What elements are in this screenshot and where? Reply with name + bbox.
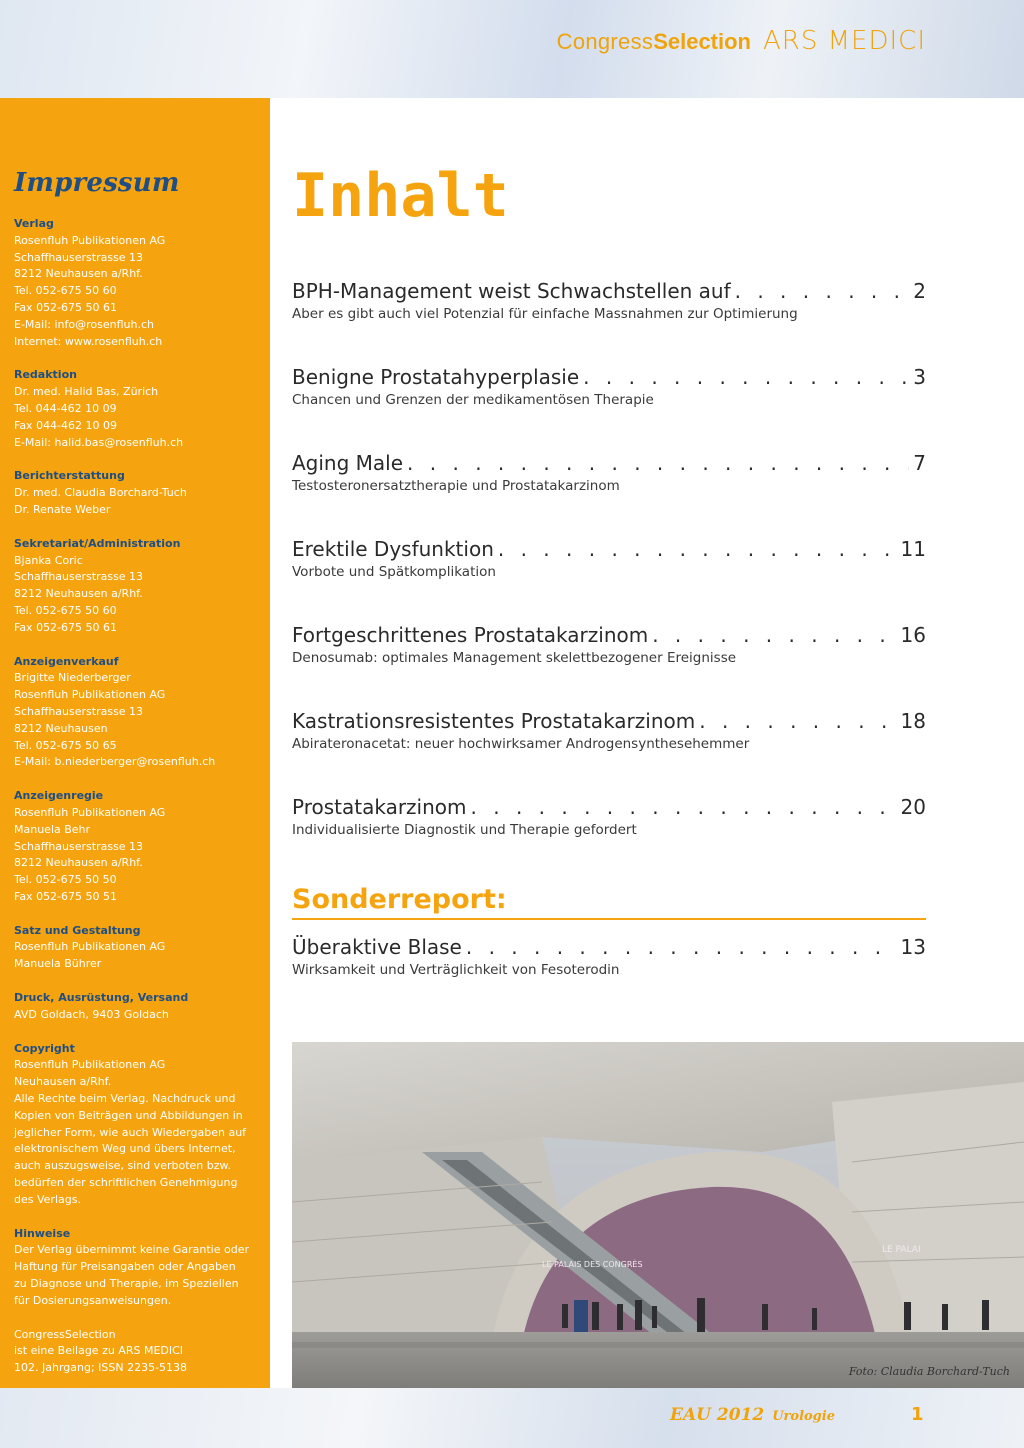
toc-entry-title: Erektile Dysfunktion <box>292 537 494 561</box>
impressum-line: 8212 Neuhausen a/Rhf. <box>14 587 143 601</box>
toc-entry-page: 20 <box>900 795 926 819</box>
impressum-line: Schaffhauserstrasse 13 <box>14 704 144 718</box>
toc-entry-page: 13 <box>900 935 926 959</box>
impressum-line: Rosenfluh Publikationen AG <box>14 1058 166 1072</box>
impressum-section <box>14 1327 256 1377</box>
toc-entry-title: Prostatakarzinom <box>292 795 467 819</box>
toc-entry-row <box>292 794 926 820</box>
impressum-line: Kopien von Beiträgen und Abbildungen in <box>14 1108 243 1122</box>
impressum-line: Tel. 052-675 50 60 <box>14 284 117 298</box>
impressum-line: Tel. 052-675 50 60 <box>14 603 117 617</box>
toc-entry-subtitle: Denosumab: optimales Management skelettbezogener Ereignisse <box>292 650 737 666</box>
impressum-line: E-Mail: halid.bas@rosenfluh.ch <box>14 435 184 449</box>
impressum-line: 8212 Neuhausen a/Rhf. <box>14 856 143 870</box>
impressum-line: Haftung für Preisangaben oder Angaben <box>14 1260 236 1274</box>
congress-center-photo <box>292 1042 1024 1388</box>
impressum-line: Der Verlag übernimmt keine Garantie oder <box>14 1243 249 1257</box>
footer-publication <box>670 1405 835 1425</box>
brand-congress-selection <box>557 29 751 55</box>
impressum-section <box>14 1226 256 1310</box>
impressum-sidebar <box>0 98 270 1388</box>
impressum-section-heading: Redaktion <box>14 368 77 382</box>
toc-leader-dots <box>652 622 896 648</box>
impressum-sections <box>14 216 256 1377</box>
brand-magazine: ARS MEDICI <box>763 26 926 56</box>
impressum-title: Impressum <box>14 168 180 198</box>
toc-entry-subtitle: Aber es gibt auch viel Potenzial für einfache Massnahmen zur Optimierung <box>292 306 798 322</box>
toc-entry-subtitle: Testosteronersatztherapie und Prostatakarzinom <box>292 478 620 494</box>
footer-topic: Urologie <box>772 1409 835 1424</box>
impressum-line: 102. Jahrgang; ISSN 2235-5138 <box>14 1361 188 1375</box>
toc-entry-page: 16 <box>900 623 926 647</box>
impressum-line: des Verlags. <box>14 1192 81 1206</box>
toc-entry-title: Aging Male <box>292 451 404 475</box>
footer-event: EAU 2012 <box>670 1405 765 1425</box>
toc-entry[interactable] <box>292 794 926 880</box>
impressum-line: Rosenfluh Publikationen AG <box>14 233 166 247</box>
toc-list <box>292 278 926 880</box>
impressum-line: Manuela Bührer <box>14 957 102 971</box>
toc-entry-row <box>292 934 926 960</box>
toc-leader-dots <box>471 794 897 820</box>
brand-congress: Congress <box>556 29 654 54</box>
impressum-line: Rosenfluh Publikationen AG <box>14 688 166 702</box>
toc-entry-page: 18 <box>900 709 926 733</box>
impressum-line: E-Mail: info@rosenfluh.ch <box>14 317 154 331</box>
photo-credit: Foto: Claudia Borchard-Tuch <box>848 1365 1010 1378</box>
impressum-line: elektronischem Weg und übers Internet, <box>14 1142 236 1156</box>
toc-entry-subtitle: Chancen und Grenzen der medikamentösen Therapie <box>292 392 654 408</box>
toc-entry-row <box>292 708 926 734</box>
footer-band <box>0 1388 1024 1448</box>
impressum-section <box>14 468 256 518</box>
toc-entry-title: Benigne Prostatahyperplasie <box>292 365 580 389</box>
impressum-section <box>14 654 256 772</box>
contents-main <box>292 160 926 1020</box>
special-report-heading: Sonderreport: <box>292 882 926 920</box>
impressum-section-heading: Copyright <box>14 1041 75 1055</box>
impressum-line: Dr. med. Claudia Borchard-Tuch <box>14 486 187 500</box>
toc-entry-title: BPH-Management weist Schwachstellen auf <box>292 279 731 303</box>
impressum-section <box>14 788 256 906</box>
impressum-section-heading: Anzeigenregie <box>14 789 104 803</box>
toc-entry[interactable] <box>292 364 926 450</box>
impressum-line: Dr. med. Halid Bas, Zürich <box>14 385 159 399</box>
toc-entry-row <box>292 364 926 390</box>
impressum-line: Dr. Renate Weber <box>14 502 111 516</box>
photo-illustration <box>292 1042 1024 1388</box>
impressum-section-heading: Sekretariat/Administration <box>14 536 181 550</box>
impressum-line: AVD Goldach, 9403 Goldach <box>14 1007 169 1021</box>
toc-entry-row <box>292 278 926 304</box>
impressum-section <box>14 1041 256 1209</box>
impressum-line: CongressSelection <box>14 1327 116 1341</box>
impressum-line: zu Diagnose und Therapie, im Speziellen <box>14 1277 239 1291</box>
impressum-line: auch auszugsweise, sind verboten bzw. <box>14 1159 231 1173</box>
impressum-line: Tel. 052-675 50 50 <box>14 873 117 887</box>
toc-entry-subtitle: Individualisierte Diagnostik und Therapie gefordert <box>292 822 637 838</box>
toc-entry-title: Überaktive Blase <box>292 935 462 959</box>
toc-entry[interactable] <box>292 278 926 364</box>
impressum-line: jeglicher Form, wie auch Wiedergaben auf <box>14 1125 247 1139</box>
header-band <box>0 0 1024 98</box>
brand-selection: Selection <box>653 29 751 54</box>
impressum-line: Brigitte Niederberger <box>14 671 131 685</box>
impressum-line: Fax 052-675 50 61 <box>14 620 118 634</box>
impressum-line: Alle Rechte beim Verlag. Nachdruck und <box>14 1092 236 1106</box>
brand-logo <box>557 26 926 60</box>
special-report-list <box>292 934 926 1020</box>
impressum-line: Schaffhauserstrasse 13 <box>14 250 144 264</box>
impressum-line: Schaffhauserstrasse 13 <box>14 570 144 584</box>
impressum-section <box>14 367 256 451</box>
impressum-line: Rosenfluh Publikationen AG <box>14 805 166 819</box>
impressum-line: Fax 044-462 10 09 <box>14 418 118 432</box>
impressum-line: Manuela Behr <box>14 822 91 836</box>
impressum-line: Bjanka Coric <box>14 553 83 567</box>
toc-leader-dots <box>699 708 896 734</box>
impressum-line: Rosenfluh Publikationen AG <box>14 940 166 954</box>
impressum-section <box>14 536 256 637</box>
impressum-line: E-Mail: b.niederberger@rosenfluh.ch <box>14 755 216 769</box>
toc-entry-subtitle: Wirksamkeit und Verträglichkeit von Fesoterodin <box>292 962 620 978</box>
impressum-section-heading: Anzeigenverkauf <box>14 654 119 668</box>
impressum-line: Tel. 052-675 50 65 <box>14 738 117 752</box>
photo-sign-right: LE PALAI <box>882 1245 921 1255</box>
impressum-line: 8212 Neuhausen <box>14 721 108 735</box>
toc-entry-title: Kastrationsresistentes Prostatakarzinom <box>292 709 696 733</box>
toc-entry-page: 7 <box>913 451 926 475</box>
toc-entry-row <box>292 450 926 476</box>
toc-entry-subtitle: Vorbote und Spätkomplikation <box>292 564 496 580</box>
toc-entry-page: 11 <box>900 537 926 561</box>
toc-entry[interactable] <box>292 934 926 1020</box>
photo-sign-left: LE PALAIS DES CONGRÈS <box>542 1260 643 1269</box>
toc-leader-dots <box>407 450 909 476</box>
toc-entry[interactable] <box>292 450 926 536</box>
toc-leader-dots <box>498 536 897 562</box>
impressum-line: Internet: www.rosenfluh.ch <box>14 334 163 348</box>
toc-entry[interactable] <box>292 708 926 794</box>
impressum-section <box>14 990 256 1024</box>
toc-entry-page: 3 <box>913 365 926 389</box>
impressum-section <box>14 923 256 973</box>
impressum-line: bedürfen der schriftlichen Genehmigung <box>14 1176 238 1190</box>
toc-entry-row <box>292 622 926 648</box>
impressum-line: Tel. 044-462 10 09 <box>14 401 117 415</box>
impressum-section-heading: Berichterstattung <box>14 469 125 483</box>
page-title: Inhalt <box>292 161 509 231</box>
impressum-section-heading: Verlag <box>14 217 54 230</box>
impressum-section-heading: Druck, Ausrüstung, Versand <box>14 991 189 1005</box>
impressum-section-heading: Hinweise <box>14 1226 71 1240</box>
toc-entry-subtitle: Abirateronacetat: neuer hochwirksamer Androgensynthesehemmer <box>292 736 750 752</box>
impressum-section-heading: Satz und Gestaltung <box>14 923 141 937</box>
toc-entry-title: Fortgeschrittenes Prostatakarzinom <box>292 623 649 647</box>
toc-entry[interactable] <box>292 622 926 708</box>
toc-leader-dots <box>583 364 909 390</box>
impressum-line: ist eine Beilage zu ARS MEDICI <box>14 1344 184 1358</box>
toc-leader-dots <box>735 278 910 304</box>
toc-entry[interactable] <box>292 536 926 622</box>
impressum-line: Schaffhauserstrasse 13 <box>14 839 144 853</box>
toc-entry-page: 2 <box>913 279 926 303</box>
impressum-section <box>14 216 256 350</box>
toc-leader-dots <box>466 934 897 960</box>
toc-entry-row <box>292 536 926 562</box>
impressum-line: für Dosierungsanweisungen. <box>14 1293 172 1307</box>
page-number: 1 <box>911 1404 924 1425</box>
impressum-line: Neuhausen a/Rhf. <box>14 1075 112 1089</box>
impressum-line: 8212 Neuhausen a/Rhf. <box>14 267 143 281</box>
impressum-line: Fax 052-675 50 61 <box>14 300 118 314</box>
impressum-line: Fax 052-675 50 51 <box>14 889 118 903</box>
